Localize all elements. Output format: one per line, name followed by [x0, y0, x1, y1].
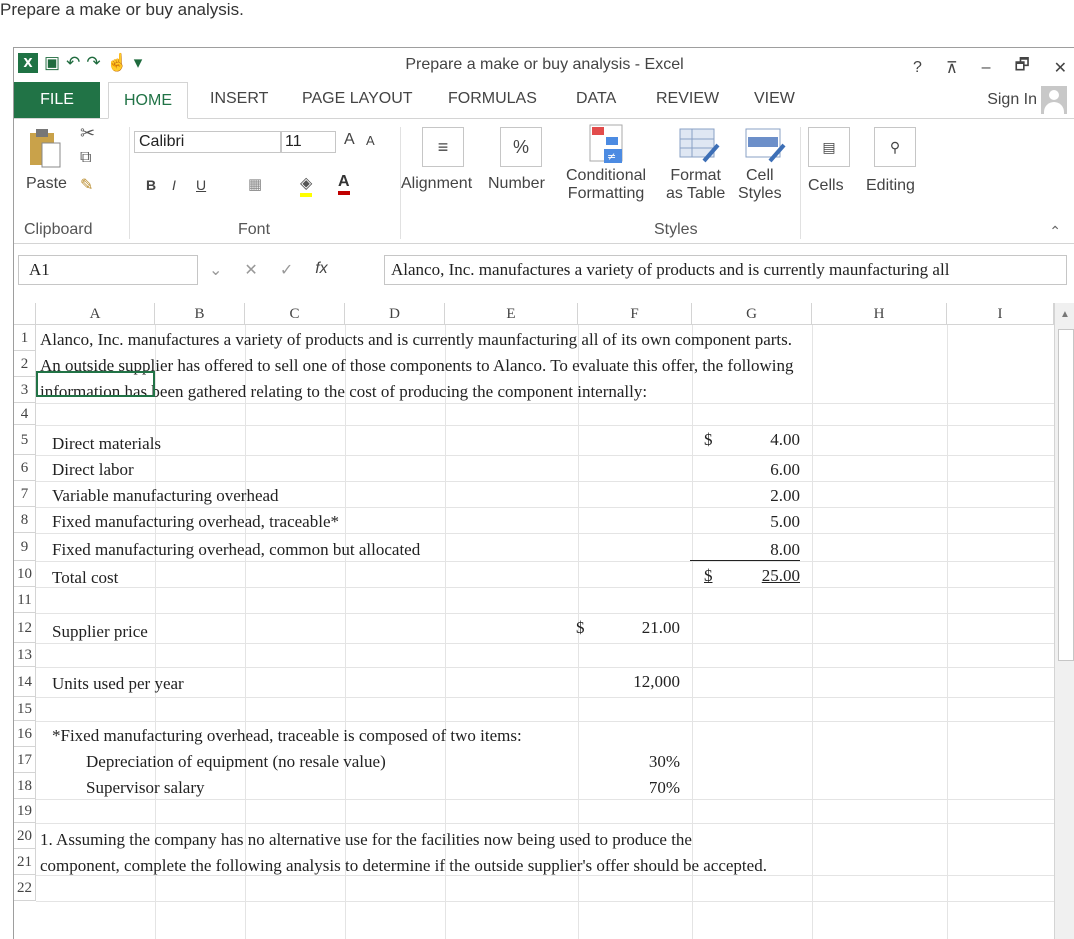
column-header-b[interactable]: B	[155, 303, 245, 325]
bold-button[interactable]: B	[146, 177, 157, 193]
tab-formulas[interactable]: FORMULAS	[448, 90, 537, 107]
cell-a3[interactable]: information has been gathered relating to the cost of producing the component internally:	[40, 382, 648, 401]
decrease-font-icon[interactable]: A	[366, 133, 375, 148]
row-header[interactable]: 16	[14, 721, 36, 747]
row-header[interactable]: 17	[14, 747, 36, 773]
cell-styles-line2: Styles	[738, 185, 782, 202]
row-header[interactable]: 11	[14, 587, 36, 613]
dollar-sign: $	[576, 618, 585, 637]
gridline	[692, 325, 693, 939]
depreciation-label[interactable]: Depreciation of equipment (no resale value)	[86, 752, 386, 771]
conditional-formatting-icon[interactable]	[588, 123, 628, 167]
scroll-thumb[interactable]	[1058, 329, 1074, 661]
cost-label[interactable]: Fixed manufacturing overhead, traceable*	[52, 512, 339, 531]
tab-insert[interactable]: INSERT	[210, 90, 269, 107]
cost-value[interactable]: 2.00	[770, 486, 800, 505]
save-icon[interactable]: ▣	[44, 53, 61, 72]
select-all-corner[interactable]	[14, 303, 36, 325]
cell-styles-icon[interactable]	[744, 127, 786, 165]
gridline	[36, 613, 1056, 614]
question-line-1[interactable]: 1. Assuming the company has no alternative use for the facilities now being used to produce the	[40, 830, 692, 849]
row-header[interactable]: 4	[14, 403, 36, 425]
column-header-i[interactable]: I	[947, 303, 1054, 325]
cancel-icon[interactable]: ✕	[244, 262, 258, 279]
row-header[interactable]: 20	[14, 823, 36, 849]
gridline	[36, 799, 1056, 800]
tab-page-layout[interactable]: PAGE LAYOUT	[302, 90, 413, 107]
vertical-scrollbar[interactable]	[1054, 303, 1074, 939]
gridline	[36, 643, 1056, 644]
column-header-h[interactable]: H	[812, 303, 947, 325]
insert-function-icon[interactable]: fx	[315, 260, 328, 277]
column-header-g[interactable]: G	[692, 303, 812, 325]
tab-data[interactable]: DATA	[576, 90, 617, 107]
cell-styles-line1: Cell	[746, 167, 774, 184]
column-header-a[interactable]: A	[36, 303, 155, 325]
depreciation-value[interactable]: 30%	[648, 752, 680, 771]
sign-in[interactable]	[987, 86, 1067, 114]
borders-icon[interactable]: ▦	[248, 176, 263, 193]
title-bar	[14, 48, 1074, 82]
window-controls	[913, 54, 1067, 81]
gridline	[36, 587, 1056, 588]
gridline	[36, 667, 1056, 668]
row-header[interactable]: 7	[14, 481, 36, 507]
row-header[interactable]: 19	[14, 799, 36, 823]
redo-icon[interactable]: ↷	[86, 53, 101, 72]
underline-button[interactable]: U	[196, 177, 207, 193]
gridline	[36, 823, 1056, 824]
close-icon[interactable]: ✕	[1053, 59, 1067, 77]
gridline	[36, 533, 1056, 534]
fill-color-icon[interactable]: ◈	[300, 173, 312, 197]
row-header[interactable]: 1	[14, 325, 36, 351]
units-value[interactable]: 12,000	[633, 672, 680, 691]
formula-bar	[14, 252, 1074, 288]
question-caption: Prepare a make or buy analysis.	[0, 0, 244, 19]
format-as-table-line1: Format	[670, 167, 721, 184]
sign-in-label: Sign In	[987, 91, 1037, 108]
gridline	[36, 403, 1056, 404]
cost-value[interactable]: 4.00	[770, 430, 800, 449]
collapse-ribbon-icon[interactable]: ⌃	[1049, 223, 1061, 239]
cost-label[interactable]: Direct materials	[52, 434, 162, 453]
row-header[interactable]: 15	[14, 697, 36, 721]
svg-text:≠: ≠	[607, 150, 617, 163]
total-cost-value[interactable]: 25.00	[761, 566, 800, 585]
cells-button[interactable]: Cells	[808, 177, 844, 194]
note-title[interactable]: *Fixed manufacturing overhead, traceable is composed of two items:	[52, 726, 522, 745]
font-color-icon[interactable]: A	[338, 173, 350, 195]
gridline	[947, 325, 948, 939]
ribbon-display-icon[interactable]: ⊼	[945, 59, 958, 77]
undo-icon[interactable]: ↶	[66, 53, 81, 72]
supplier-price-value[interactable]: 21.00	[641, 618, 680, 637]
row-header[interactable]: 18	[14, 773, 36, 799]
window-title: Prepare a make or buy analysis - Excel	[405, 56, 684, 73]
gridline	[36, 697, 1056, 698]
number-button[interactable]: Number	[488, 175, 545, 192]
gridline	[812, 325, 813, 939]
row-header[interactable]: 12	[14, 613, 36, 643]
row-header[interactable]: 22	[14, 875, 36, 901]
cost-value[interactable]: 6.00	[770, 460, 800, 479]
cost-label[interactable]: Fixed manufacturing overhead, common but allocated	[52, 540, 421, 559]
cost-value[interactable]: 8.00	[770, 540, 800, 559]
editing-button[interactable]: Editing	[866, 177, 915, 194]
scroll-up-icon[interactable]: ▲	[1060, 309, 1070, 320]
copy-icon[interactable]: ⧉	[80, 149, 92, 166]
question-line-2[interactable]: component, complete the following analysis to determine if the outside supplier's offer should be accepted.	[40, 856, 767, 875]
cell-styles-button[interactable]	[738, 167, 782, 203]
paste-button[interactable]: Paste	[26, 175, 67, 192]
avatar-icon	[1041, 86, 1067, 114]
italic-button[interactable]: I	[172, 177, 176, 193]
ribbon-tabs	[14, 82, 1074, 119]
format-painter-icon[interactable]: ✎	[80, 177, 94, 194]
font-size-select[interactable]: 11	[280, 131, 336, 153]
column-header-c[interactable]: C	[245, 303, 345, 325]
column-header-e[interactable]: E	[445, 303, 578, 325]
column-header-d[interactable]: D	[345, 303, 445, 325]
dollar-sign: $	[704, 430, 713, 449]
conditional-formatting-button[interactable]	[566, 167, 646, 203]
clipboard-group-label: Clipboard	[24, 221, 93, 238]
format-as-table-icon[interactable]	[678, 127, 720, 165]
gridline	[36, 561, 1056, 562]
name-box-dropdown-icon[interactable]: ⌄	[209, 262, 223, 279]
minimize-icon[interactable]: –	[981, 58, 991, 76]
font-group-label: Font	[238, 221, 271, 238]
cost-label[interactable]: Direct labor	[52, 460, 134, 479]
help-icon[interactable]: ?	[913, 58, 922, 76]
clipboard-icon[interactable]	[28, 127, 62, 169]
divider	[800, 127, 801, 239]
ribbon-home	[14, 119, 1074, 244]
cost-value[interactable]: 5.00	[770, 512, 800, 531]
active-cell-a1[interactable]	[36, 371, 155, 397]
gridline	[36, 425, 1056, 426]
styles-group-label: Styles	[654, 221, 698, 238]
tab-home[interactable]: HOME	[108, 82, 188, 119]
cells-icon[interactable]: ▤	[808, 127, 850, 167]
restore-icon[interactable]: 🗗	[1014, 57, 1030, 74]
cost-label[interactable]: Total cost	[52, 568, 119, 587]
row-header[interactable]: 3	[14, 377, 36, 403]
tab-view[interactable]: VIEW	[754, 90, 795, 107]
dollar-sign: $	[704, 566, 713, 585]
row-header[interactable]: 5	[14, 425, 36, 455]
row-header[interactable]: 2	[14, 351, 36, 377]
row-header[interactable]: 10	[14, 561, 36, 587]
tab-review[interactable]: REVIEW	[656, 90, 720, 107]
cost-label[interactable]: Variable manufacturing overhead	[52, 486, 279, 505]
percent-icon[interactable]: %	[500, 127, 542, 167]
touch-mode-icon[interactable]: ☝	[106, 53, 128, 72]
format-as-table-line2: as Table	[666, 185, 726, 202]
excel-window	[13, 47, 1074, 939]
cut-icon[interactable]: ✂	[80, 123, 96, 143]
divider	[129, 127, 130, 239]
supervisor-label[interactable]: Supervisor salary	[86, 778, 205, 797]
supervisor-value[interactable]: 70%	[648, 778, 680, 797]
tab-file[interactable]: FILE	[14, 82, 100, 118]
cell-a1[interactable]: Alanco, Inc. manufactures a variety of products and is currently maunfacturing all of its own component parts.	[40, 330, 793, 349]
row-header[interactable]: 6	[14, 455, 36, 481]
row-header[interactable]: 13	[14, 643, 36, 667]
customize-qat-icon[interactable]: ▾	[133, 53, 143, 72]
row-header[interactable]: 21	[14, 849, 36, 875]
gridline	[36, 901, 1056, 902]
alignment-button[interactable]: Alignment	[401, 175, 473, 192]
supplier-price-label[interactable]: Supplier price	[52, 622, 148, 641]
gridline	[36, 455, 1056, 456]
cell-a2[interactable]: An outside supplier has offered to sell one of those components to Alanco. To evaluate this offer, the following	[40, 356, 794, 375]
conditional-formatting-line1: Conditional	[566, 167, 647, 184]
units-label[interactable]: Units used per year	[52, 674, 184, 693]
row-header[interactable]: 8	[14, 507, 36, 533]
excel-logo-icon: X	[18, 53, 38, 73]
increase-font-icon[interactable]: A	[344, 131, 355, 148]
name-box[interactable]: A1	[18, 255, 198, 285]
alignment-icon[interactable]: ≡	[422, 127, 464, 167]
row-header[interactable]: 9	[14, 533, 36, 561]
conditional-formatting-line2: Formatting	[567, 185, 645, 202]
formula-bar-icons	[209, 260, 328, 280]
binoculars-icon[interactable]: ⚲	[874, 127, 916, 167]
enter-icon[interactable]: ✓	[279, 262, 294, 279]
column-header-f[interactable]: F	[578, 303, 692, 325]
format-as-table-button[interactable]	[666, 167, 725, 203]
row-header[interactable]: 14	[14, 667, 36, 697]
font-name-select[interactable]: Calibri	[134, 131, 282, 153]
formula-input[interactable]: Alanco, Inc. manufactures a variety of products and is currently maunfacturing all	[384, 255, 1067, 285]
